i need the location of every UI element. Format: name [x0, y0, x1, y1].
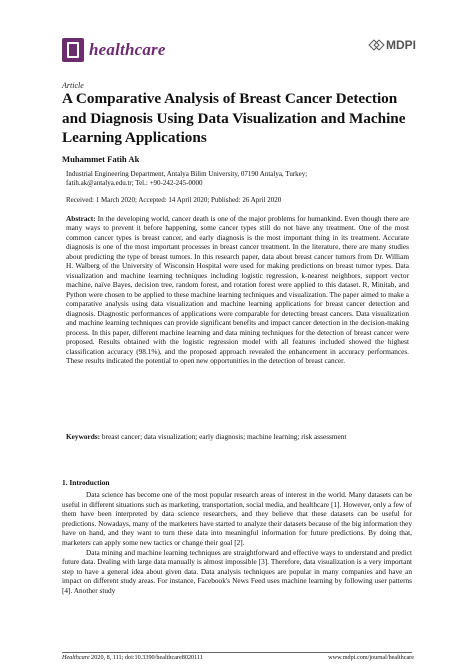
- affiliation: [66, 170, 406, 189]
- abstract: [66, 214, 409, 366]
- paragraph: Data mining and machine learning techniques are straightforward and effective ways to understand and predict future data. Dealing with large data manually is almost impossible [3]. Therefore, data visualization is a very important step to have a general idea about given data. Data analysis techniques are popular in many companies and have an impact on different study areas. For instance, Facebook's News Feed uses machine learning by following user patterns [4]. Another study: [62, 547, 412, 595]
- section-heading: 1. Introduction: [62, 478, 110, 487]
- paragraph: Data science has become one of the most popular research areas of interest in the world. Many datasets can be useful in different situations such as marketing, transportation, social media, and healthcare [1]. However, only a few of them have been interpreted by data science researchers, and they believe that these datasets can be useful for predictions. Nowadays, many of the marketers have started to analyze their datasets because of the big information they have on hand, and they want to turn these data into meaningful information for future predictions. By doing that, marketers can apply some new tactics or change their goal [2].: [62, 490, 412, 547]
- publisher-logo[interactable]: [370, 38, 416, 52]
- keywords: [66, 432, 409, 442]
- footer-divider: [62, 652, 412, 653]
- journal-logo[interactable]: [62, 38, 166, 62]
- abstract-label: Abstract:: [66, 214, 96, 223]
- journal-name: healthcare: [89, 40, 166, 59]
- keywords-text: breast cancer; data visualization; early diagnosis; machine learning; risk assessment: [101, 432, 347, 441]
- abstract-text: In the developing world, cancer death is one of the major problems for humankind. Even though there are many ways to prevent it before happening, some cancer types still do not have any treatment. One of the most common cancer types is breast cancer, and early diagnosis is the most important thing in its treatment. Accurate diagnosis is one of the most important processes in breast cancer treatment. In the literature, there are many studies about predicting the type of breast tumors. In this research paper, data about breast cancer tumors from Dr. William H. Walberg of the University of Wisconsin Hospital were used for making predictions on breast tumor types. Data visualization and machine learning techniques including logistic regression, k-nearest neighbors, support vector machine, naïve Bayes, decision tree, random forest, and rotation forest were applied to this dataset. R, Minitab, and Python were chosen to be applied to these machine learning techniques and visualization. The paper aimed to make a comparative analysis using data visualization and machine learning applications for breast cancer detection and diagnosis. Diagnostic performances of applications were comparable for detecting breast cancers. Data visualization and machine learning techniques can provide significant benefits and impact cancer detection in the decision-making process. In this paper, different machine learning and data mining techniques for the detection of breast cancer were proposed. Results obtained with the logistic regression model with all features included showed the highest classification accuracy (98.1%), and the proposed approach revealed the enhancement in accuracy performances. These results indicated the potential to open new opportunities in the detection of breast cancer.: [66, 214, 409, 366]
- author-name: Muhammet Fatih Ak: [62, 154, 140, 164]
- article-type: Article: [62, 81, 84, 90]
- citation-details: 2020, 8, 111; doi:10.3390/healthcare8020111: [91, 654, 203, 661]
- contact-line: fatih.ak@antalya.edu.tr; Tel.: +90-242-245-0000: [66, 179, 203, 188]
- introduction-body: [62, 490, 412, 596]
- article-title: A Comparative Analysis of Breast Cancer Detection and Diagnosis Using Data Visualization and Machine Learning Applications: [62, 90, 406, 146]
- citation-journal: Healthcare: [62, 654, 90, 661]
- publication-dates: Received: 1 March 2020; Accepted: 14 April 2020; Published: 26 April 2020: [66, 196, 282, 204]
- keywords-label: Keywords:: [66, 432, 101, 441]
- citation: [62, 654, 203, 661]
- affiliation-line: Industrial Engineering Department, Antalya Bilim University, 07190 Antalya, Turkey;: [66, 170, 308, 178]
- journal-url[interactable]: www.mdpi.com/journal/healthcare: [328, 654, 414, 661]
- mdpi-logo-icon: [370, 38, 384, 52]
- publisher-name: MDPI: [386, 38, 416, 52]
- healthcare-logo-icon: [62, 38, 84, 62]
